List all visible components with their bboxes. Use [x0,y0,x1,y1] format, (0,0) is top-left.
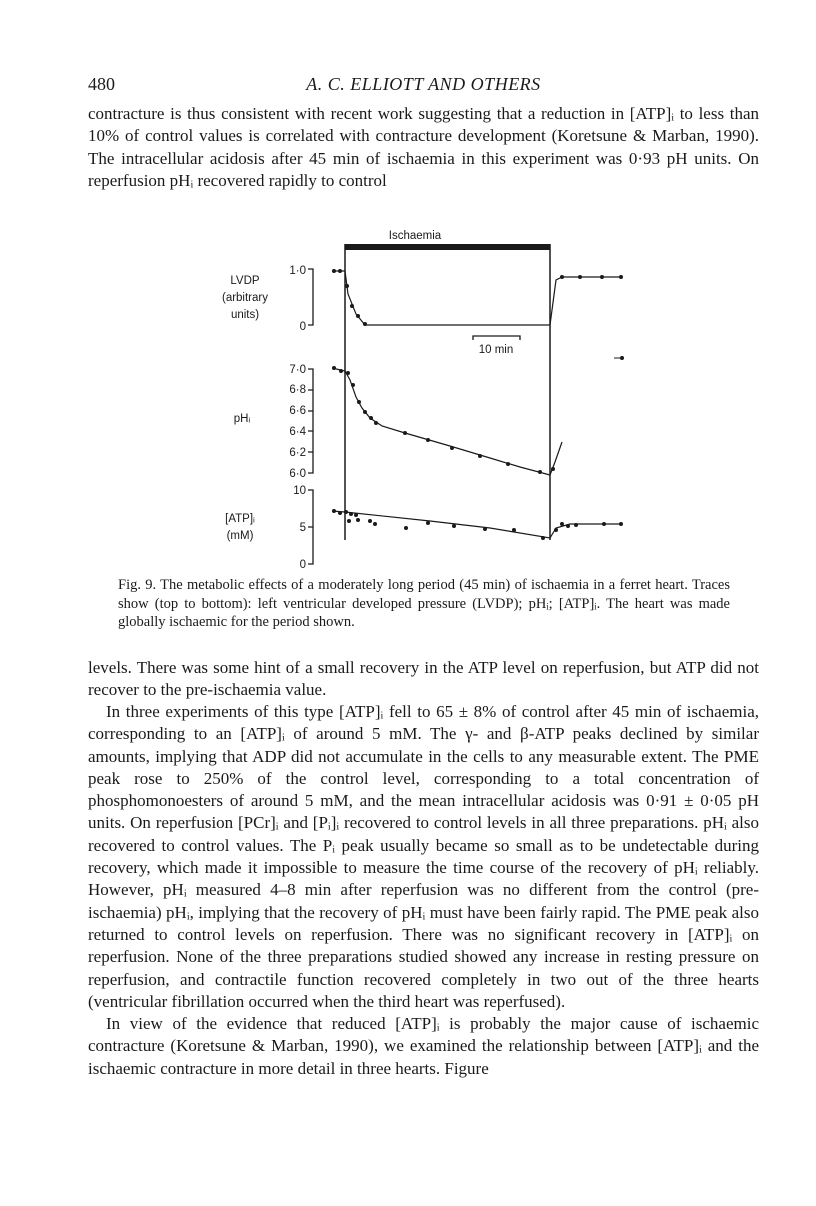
paragraph-4: In view of the evidence that reduced [ATP]ᵢ is probably the major cause of ischaemic contracture (Koretsune & Marban, 1990), we examined the relationship between [ATP]ᵢ and the ischaemic contracture in more detail in three hearts. Figure [88,1014,759,1078]
ph-points [332,366,555,474]
lvdp-trace-post [550,277,622,325]
ph-tick-62: 6·2 [289,447,306,459]
paragraph-1: contracture is thus consistent with recent work suggesting that a reduction in [ATP]ᵢ to less than 10% of control values is correlated with contracture development (Koretsune & Marban, 1990). The intracellular acidosis after 45 min of ischaemia in this experiment was 0·93 pH units. On reperfusion pHᵢ recovered rapidly to control [88,104,759,190]
atp-label-1: [ATP]ᵢ [225,513,255,525]
ph-tick-70: 7·0 [289,364,306,376]
figure-9-plot [210,222,650,580]
lvdp-label-2: (arbitrary [221,292,269,304]
page-header [88,74,759,100]
figure-caption: Fig. 9. The metabolic effects of a moderately long period (45 min) of ischaemia in a ferret heart. Traces show (top to bottom): left ventricular developed pressure (LVDP); pHᵢ; [ATP]ᵢ. The heart was made globally ischaemic for the period shown. [118,577,730,630]
ph-tick-66: 6·6 [289,405,306,417]
running-title: A. C. ELLIOTT AND OTHERS [306,74,541,94]
paragraph-3: In three experiments of this type [ATP]ᵢ fell to 65 ± 8% of control after 45 min of ischaemia, corresponding to an [ATP]ᵢ of around 5 mM. The γ- and β-ATP peaks declined by similar amounts, implying that ADP did not accumulate in the cells to any measurable extent. The PME peak rose to 250% of the control level, corresponding to a total concentration of phosphomonoesters of around 5 mM, and the mean intracellular acidosis was 0·91 ± 0·05 pH units. On reperfusion [PCr]ᵢ and [Pᵢ]ᵢ recovered to control levels in all three preparations. pHᵢ also recovered to control values. The Pᵢ peak usually became so small as to be undetectable during recovery, which made it impossible to measure the time course of the recovery of pHᵢ reliably. However, pHᵢ measured 4–8 min after reperfusion was no different from the control (pre-ischaemia) pHᵢ, implying that the recovery of pHᵢ must have been fairly rapid. The PME peak also returned to control levels on reperfusion. There was no significant recovery in [ATP]ᵢ on reperfusion. None of the three preparations studied showed any increase in resting pressure on reperfusion, and contractile function recovered completely in two out of the three hearts (ventricular fibrillation occurred when the third heart was reperfused). [88,702,759,1011]
lvdp-label-3: units) [230,309,260,321]
scale-bar [473,336,520,340]
ph-tick-68: 6·8 [289,384,306,396]
ph-tick-64: 6·4 [289,426,306,438]
atp-tick-5: 5 [299,522,306,534]
ph-trace [332,368,562,475]
lvdp-label-1: LVDP [230,275,260,287]
atp-label-2: (mM) [226,530,254,542]
page-number: 480 [88,74,115,94]
paragraph-2: levels. There was some hint of a small recovery in the ATP level on reperfusion, but ATP did not recover to the pre-ischaemia value. [88,658,759,700]
scale-bar-label: 10 min [478,344,514,356]
ph-axis [308,369,313,473]
atp-tick-0: 0 [299,559,306,571]
atp-tick-10: 10 [293,485,306,497]
lvdp-tick-0: 0 [299,321,306,333]
ischaemia-label: Ischaemia [388,230,442,242]
lvdp-tick-1: 1·0 [289,265,306,277]
ph-tick-60: 6·0 [289,468,306,480]
lvdp-axis [308,269,313,325]
ph-label: pHᵢ [233,413,251,425]
atp-axis [308,490,313,564]
lvdp-trace-pre [332,271,550,325]
ischaemia-bar [345,244,550,250]
